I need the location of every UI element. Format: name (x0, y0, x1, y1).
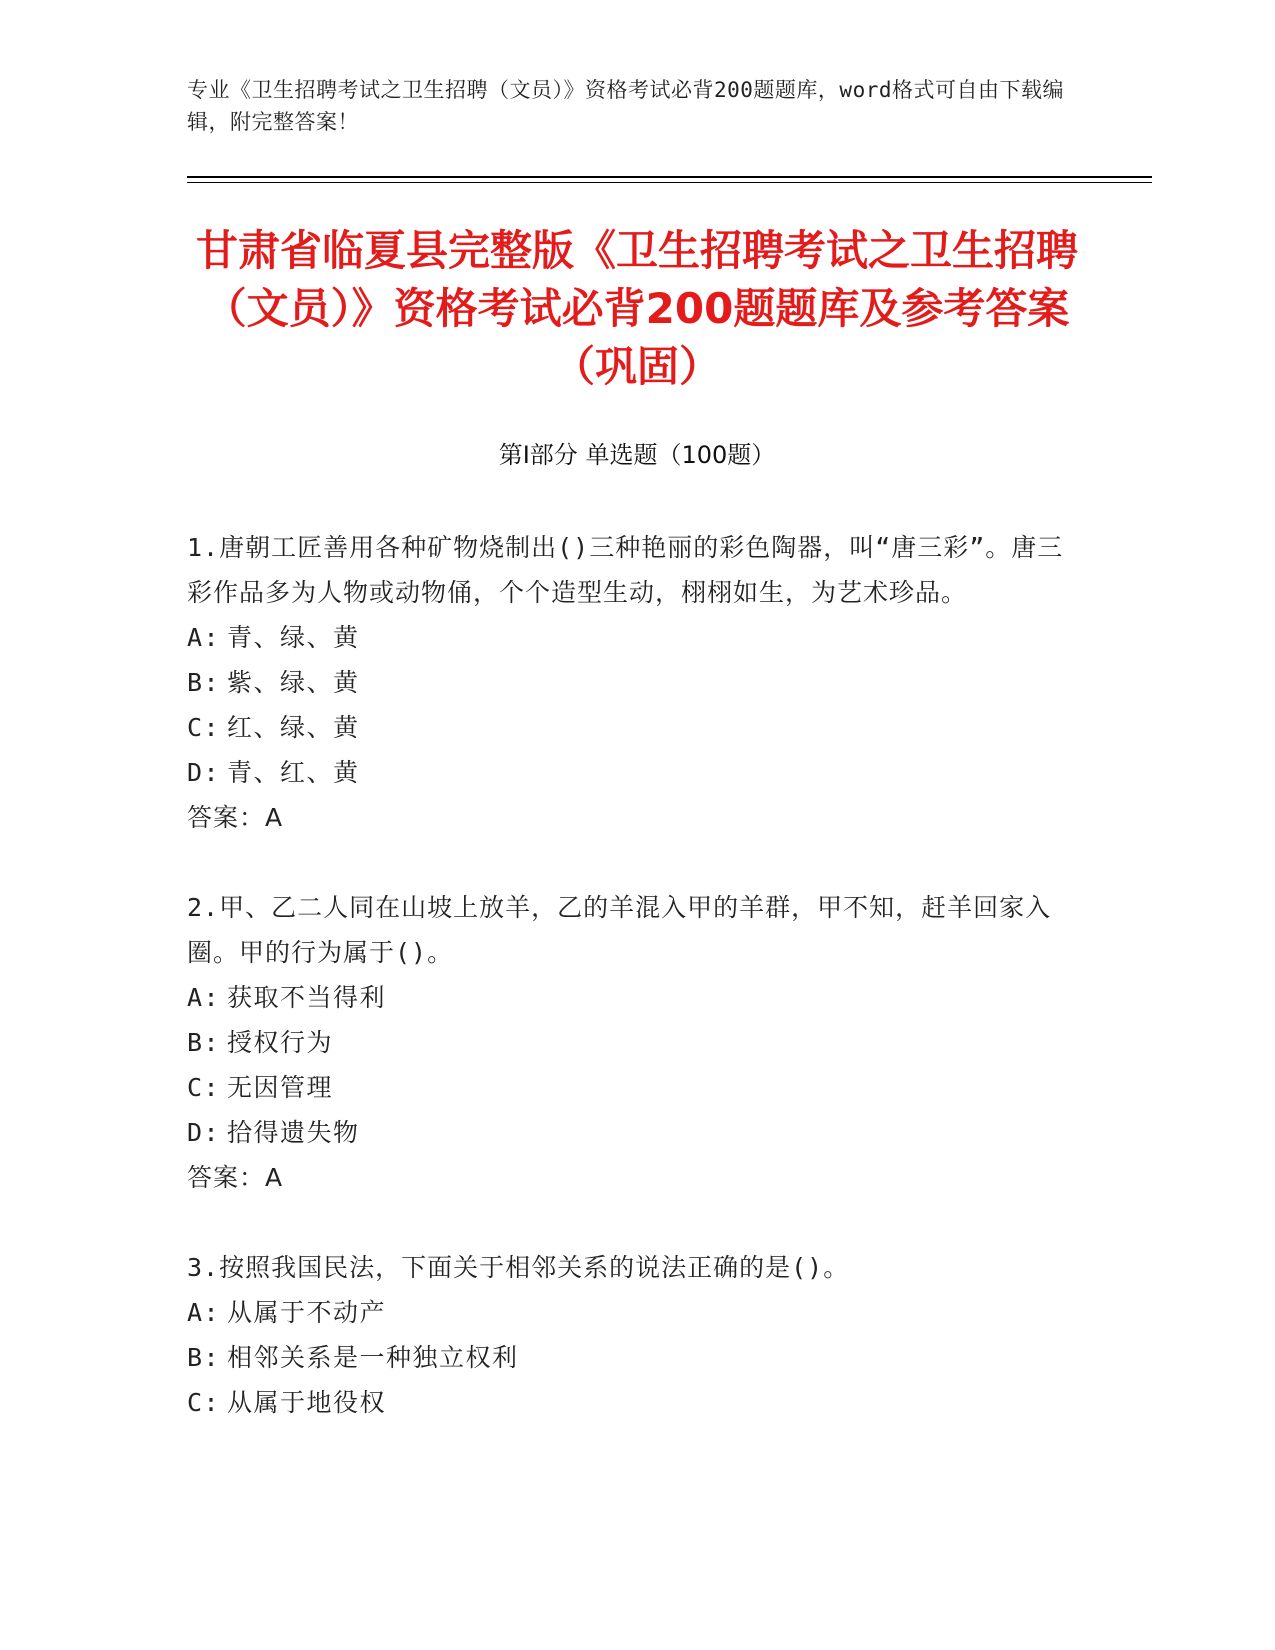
option-key: B: (187, 1343, 221, 1372)
question-stem: 2.甲、乙二人同在山坡上放羊，乙的羊混入甲的羊群，甲不知，赶羊回家入圈。甲的行为属于()。 (187, 893, 1052, 967)
header-rule-thin (187, 182, 1152, 183)
option-key: B: (187, 668, 221, 697)
option-key: D: (187, 758, 221, 787)
option-key: A: (187, 983, 221, 1012)
option-a (187, 975, 1067, 1020)
option-c (187, 705, 1067, 750)
question-stem: 3.按照我国民法，下面关于相邻关系的说法正确的是()。 (187, 1253, 850, 1282)
option-key: B: (187, 1028, 221, 1057)
question-1 (187, 525, 1067, 840)
option-text: 青、绿、黄 (227, 623, 360, 652)
option-text: 青、红、黄 (227, 758, 360, 787)
option-text: 从属于地役权 (227, 1388, 387, 1417)
option-text: 授权行为 (227, 1028, 334, 1057)
question-stem: 1.唐朝工匠善用各种矿物烧制出()三种艳丽的彩色陶器，叫“唐三彩”。唐三彩作品多为人物或动物俑，个个造型生动，栩栩如生，为艺术珍品。 (187, 533, 1064, 607)
option-d (187, 750, 1067, 795)
option-c (187, 1380, 1067, 1425)
question-2 (187, 885, 1067, 1200)
option-text: 获取不当得利 (227, 983, 387, 1012)
option-text: 相邻关系是一种独立权利 (227, 1343, 519, 1372)
question-3 (187, 1245, 1067, 1425)
option-text: 紫、绿、黄 (227, 668, 360, 697)
option-b (187, 1335, 1067, 1380)
option-c (187, 1065, 1067, 1110)
option-b (187, 660, 1067, 705)
option-key: D: (187, 1118, 221, 1147)
option-key: C: (187, 713, 221, 742)
option-text: 无因管理 (227, 1073, 334, 1102)
option-b (187, 1020, 1067, 1065)
header-note: 专业《卫生招聘考试之卫生招聘（文员）》资格考试必背200题题库，word格式可自由下载编辑，附完整答案！ (187, 78, 1064, 134)
option-text: 拾得遗失物 (227, 1118, 360, 1147)
header-rule-thick (187, 176, 1152, 178)
option-text: 从属于不动产 (227, 1298, 387, 1327)
option-a (187, 1290, 1067, 1335)
option-d (187, 1110, 1067, 1155)
option-key: C: (187, 1388, 221, 1417)
option-a (187, 615, 1067, 660)
answer-line: 答案：A (187, 803, 284, 832)
option-key: A: (187, 623, 221, 652)
option-key: C: (187, 1073, 221, 1102)
option-key: A: (187, 1298, 221, 1327)
option-text: 红、绿、黄 (227, 713, 360, 742)
answer-line: 答案：A (187, 1163, 284, 1192)
question-list (187, 525, 1067, 1470)
section-heading: 第Ⅰ部分 单选题（100题） (498, 441, 776, 469)
document-title: 甘肃省临夏县完整版《卫生招聘考试之卫生招聘（文员）》资格考试必背200题题库及参考答案（巩固） (195, 226, 1078, 391)
